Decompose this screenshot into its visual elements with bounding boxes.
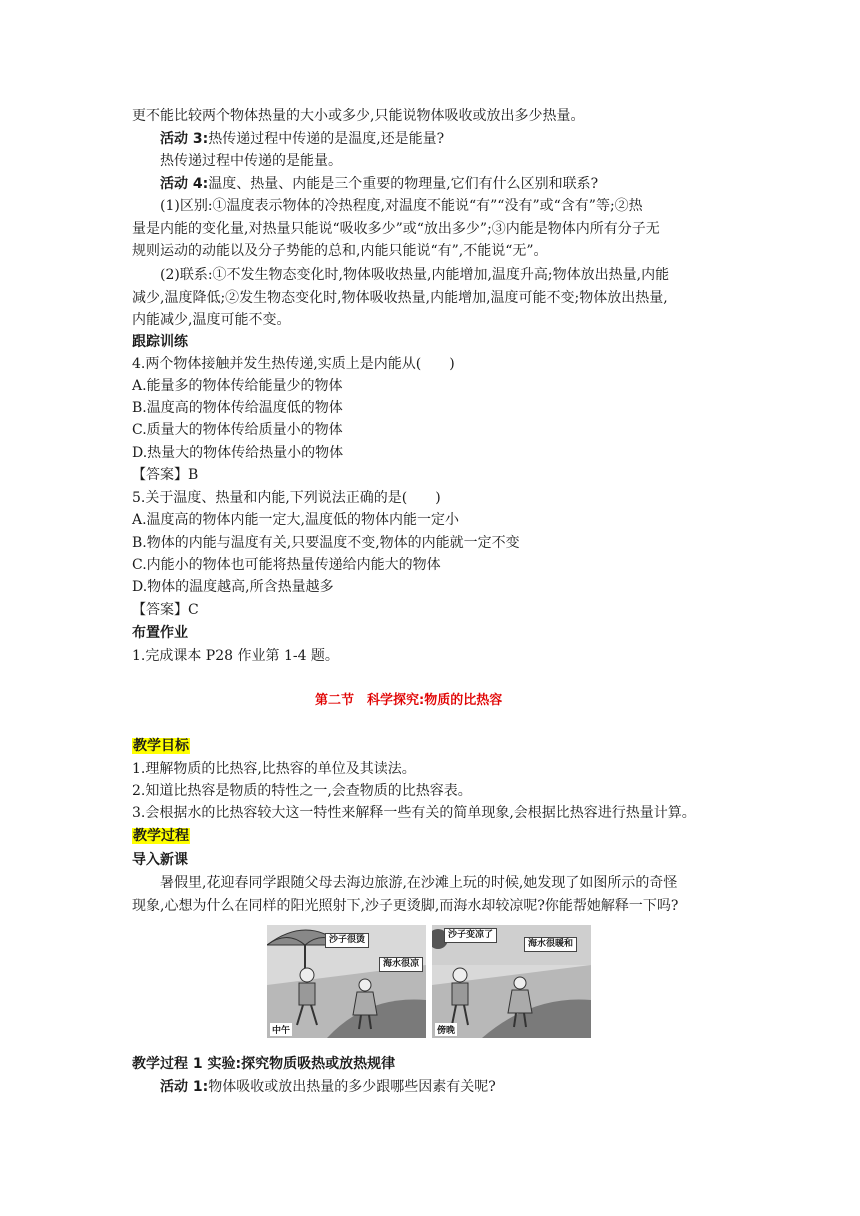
speech-bubble: 沙子变凉了 xyxy=(444,928,497,943)
goal-item: 2.知道比热容是物质的特性之一,会查物质的比热容表。 xyxy=(132,783,472,799)
process-1-heading: 教学过程 1 实验:探究物质吸热或放热规律 xyxy=(132,1056,396,1072)
text-line: (2)联系:①不发生物态变化时,物体吸收热量,内能增加,温度升高;物体放出热量,内能 xyxy=(160,267,670,283)
process-heading xyxy=(132,827,190,845)
activity-label: 活动 4: xyxy=(160,176,209,192)
section-heading: 布置作业 xyxy=(132,625,188,641)
text-line: 暑假里,花迎春同学跟随父母去海边旅游,在沙滩上玩的时候,她发现了如图所示的奇怪 xyxy=(160,875,678,891)
text-line: 现象,心想为什么在同样的阳光照射下,沙子更烫脚,而海水却较凉呢?你能帮她解释一下吗? xyxy=(132,898,679,914)
evening-panel xyxy=(432,925,591,1038)
option-d: D.物体的温度越高,所含热量越多 xyxy=(132,579,334,595)
option-a: A.温度高的物体内能一定大,温度低的物体内能一定小 xyxy=(132,512,460,528)
text-line: 量是内能的变化量,对热量只能说“吸收多少”或“放出多少”;③内能是物体内所有分子无 xyxy=(132,221,660,237)
section-heading: 跟踪训练 xyxy=(132,334,188,350)
activity-3 xyxy=(160,130,444,148)
question-4: 4.两个物体接触并发生热传递,实质上是内能从( ) xyxy=(132,356,455,372)
highlight: 教学目标 xyxy=(133,738,189,754)
speech-bubble: 沙子很烫 xyxy=(325,933,369,948)
text-line: 内能减少,温度可能不变。 xyxy=(132,312,291,328)
homework-item: 1.完成课本 P28 作业第 1-4 题。 xyxy=(132,648,339,664)
intro-heading: 导入新课 xyxy=(132,852,188,868)
option-b: B.温度高的物体传给温度低的物体 xyxy=(132,400,343,416)
highlight: 教学过程 xyxy=(133,828,189,844)
activity-1 xyxy=(160,1078,496,1096)
option-c: C.内能小的物体也可能将热量传递给内能大的物体 xyxy=(132,557,441,573)
answer: 【答案】C xyxy=(132,602,199,618)
goal-item: 1.理解物质的比热容,比热容的单位及其读法。 xyxy=(132,761,416,777)
activity-label: 活动 3: xyxy=(160,131,209,147)
option-b: B.物体的内能与温度有关,只要温度不变,物体的内能就一定不变 xyxy=(132,535,520,551)
activity-text: 温度、热量、内能是三个重要的物理量,它们有什么区别和联系? xyxy=(208,176,599,192)
activity-4 xyxy=(160,175,598,193)
noon-panel xyxy=(267,925,426,1038)
speech-bubble: 海水很凉 xyxy=(379,957,423,972)
section-title: 第二节 科学探究:物质的比热容 xyxy=(315,693,503,708)
goals-heading xyxy=(132,737,190,755)
option-c: C.质量大的物体传给质量小的物体 xyxy=(132,422,343,438)
beach-illustration xyxy=(267,925,591,1038)
option-d: D.热量大的物体传给热量小的物体 xyxy=(132,445,344,461)
text-line: 热传递过程中传递的是能量。 xyxy=(160,153,342,169)
activity-text: 热传递过程中传递的是温度,还是能量? xyxy=(208,131,445,147)
answer: 【答案】B xyxy=(132,467,199,483)
text-line: 减少,温度降低;②发生物态变化时,物体吸收热量,内能增加,温度可能不变;物体放出热量, xyxy=(132,290,668,306)
text-line: 规则运动的动能以及分子势能的总和,内能只能说“有”,不能说“无”。 xyxy=(132,243,548,259)
goal-item: 3.会根据水的比热容较大这一特性来解释一些有关的简单现象,会根据比热容进行热量计算。 xyxy=(132,805,696,821)
text-line: (1)区别:①温度表示物体的冷热程度,对温度不能说“有”“没有”或“含有”等;②热 xyxy=(160,198,643,214)
speech-bubble: 海水很暖和 xyxy=(524,937,577,952)
panel-caption: 中午 xyxy=(270,1023,292,1036)
question-5: 5.关于温度、热量和内能,下列说法正确的是( ) xyxy=(132,490,441,506)
activity-text: 物体吸收或放出热量的多少跟哪些因素有关呢? xyxy=(208,1079,496,1095)
activity-label: 活动 1: xyxy=(160,1079,209,1095)
option-a: A.能量多的物体传给能量少的物体 xyxy=(132,378,343,394)
panel-caption: 傍晚 xyxy=(435,1023,457,1036)
text-line: 更不能比较两个物体热量的大小或多少,只能说物体吸收或放出多少热量。 xyxy=(132,108,585,124)
